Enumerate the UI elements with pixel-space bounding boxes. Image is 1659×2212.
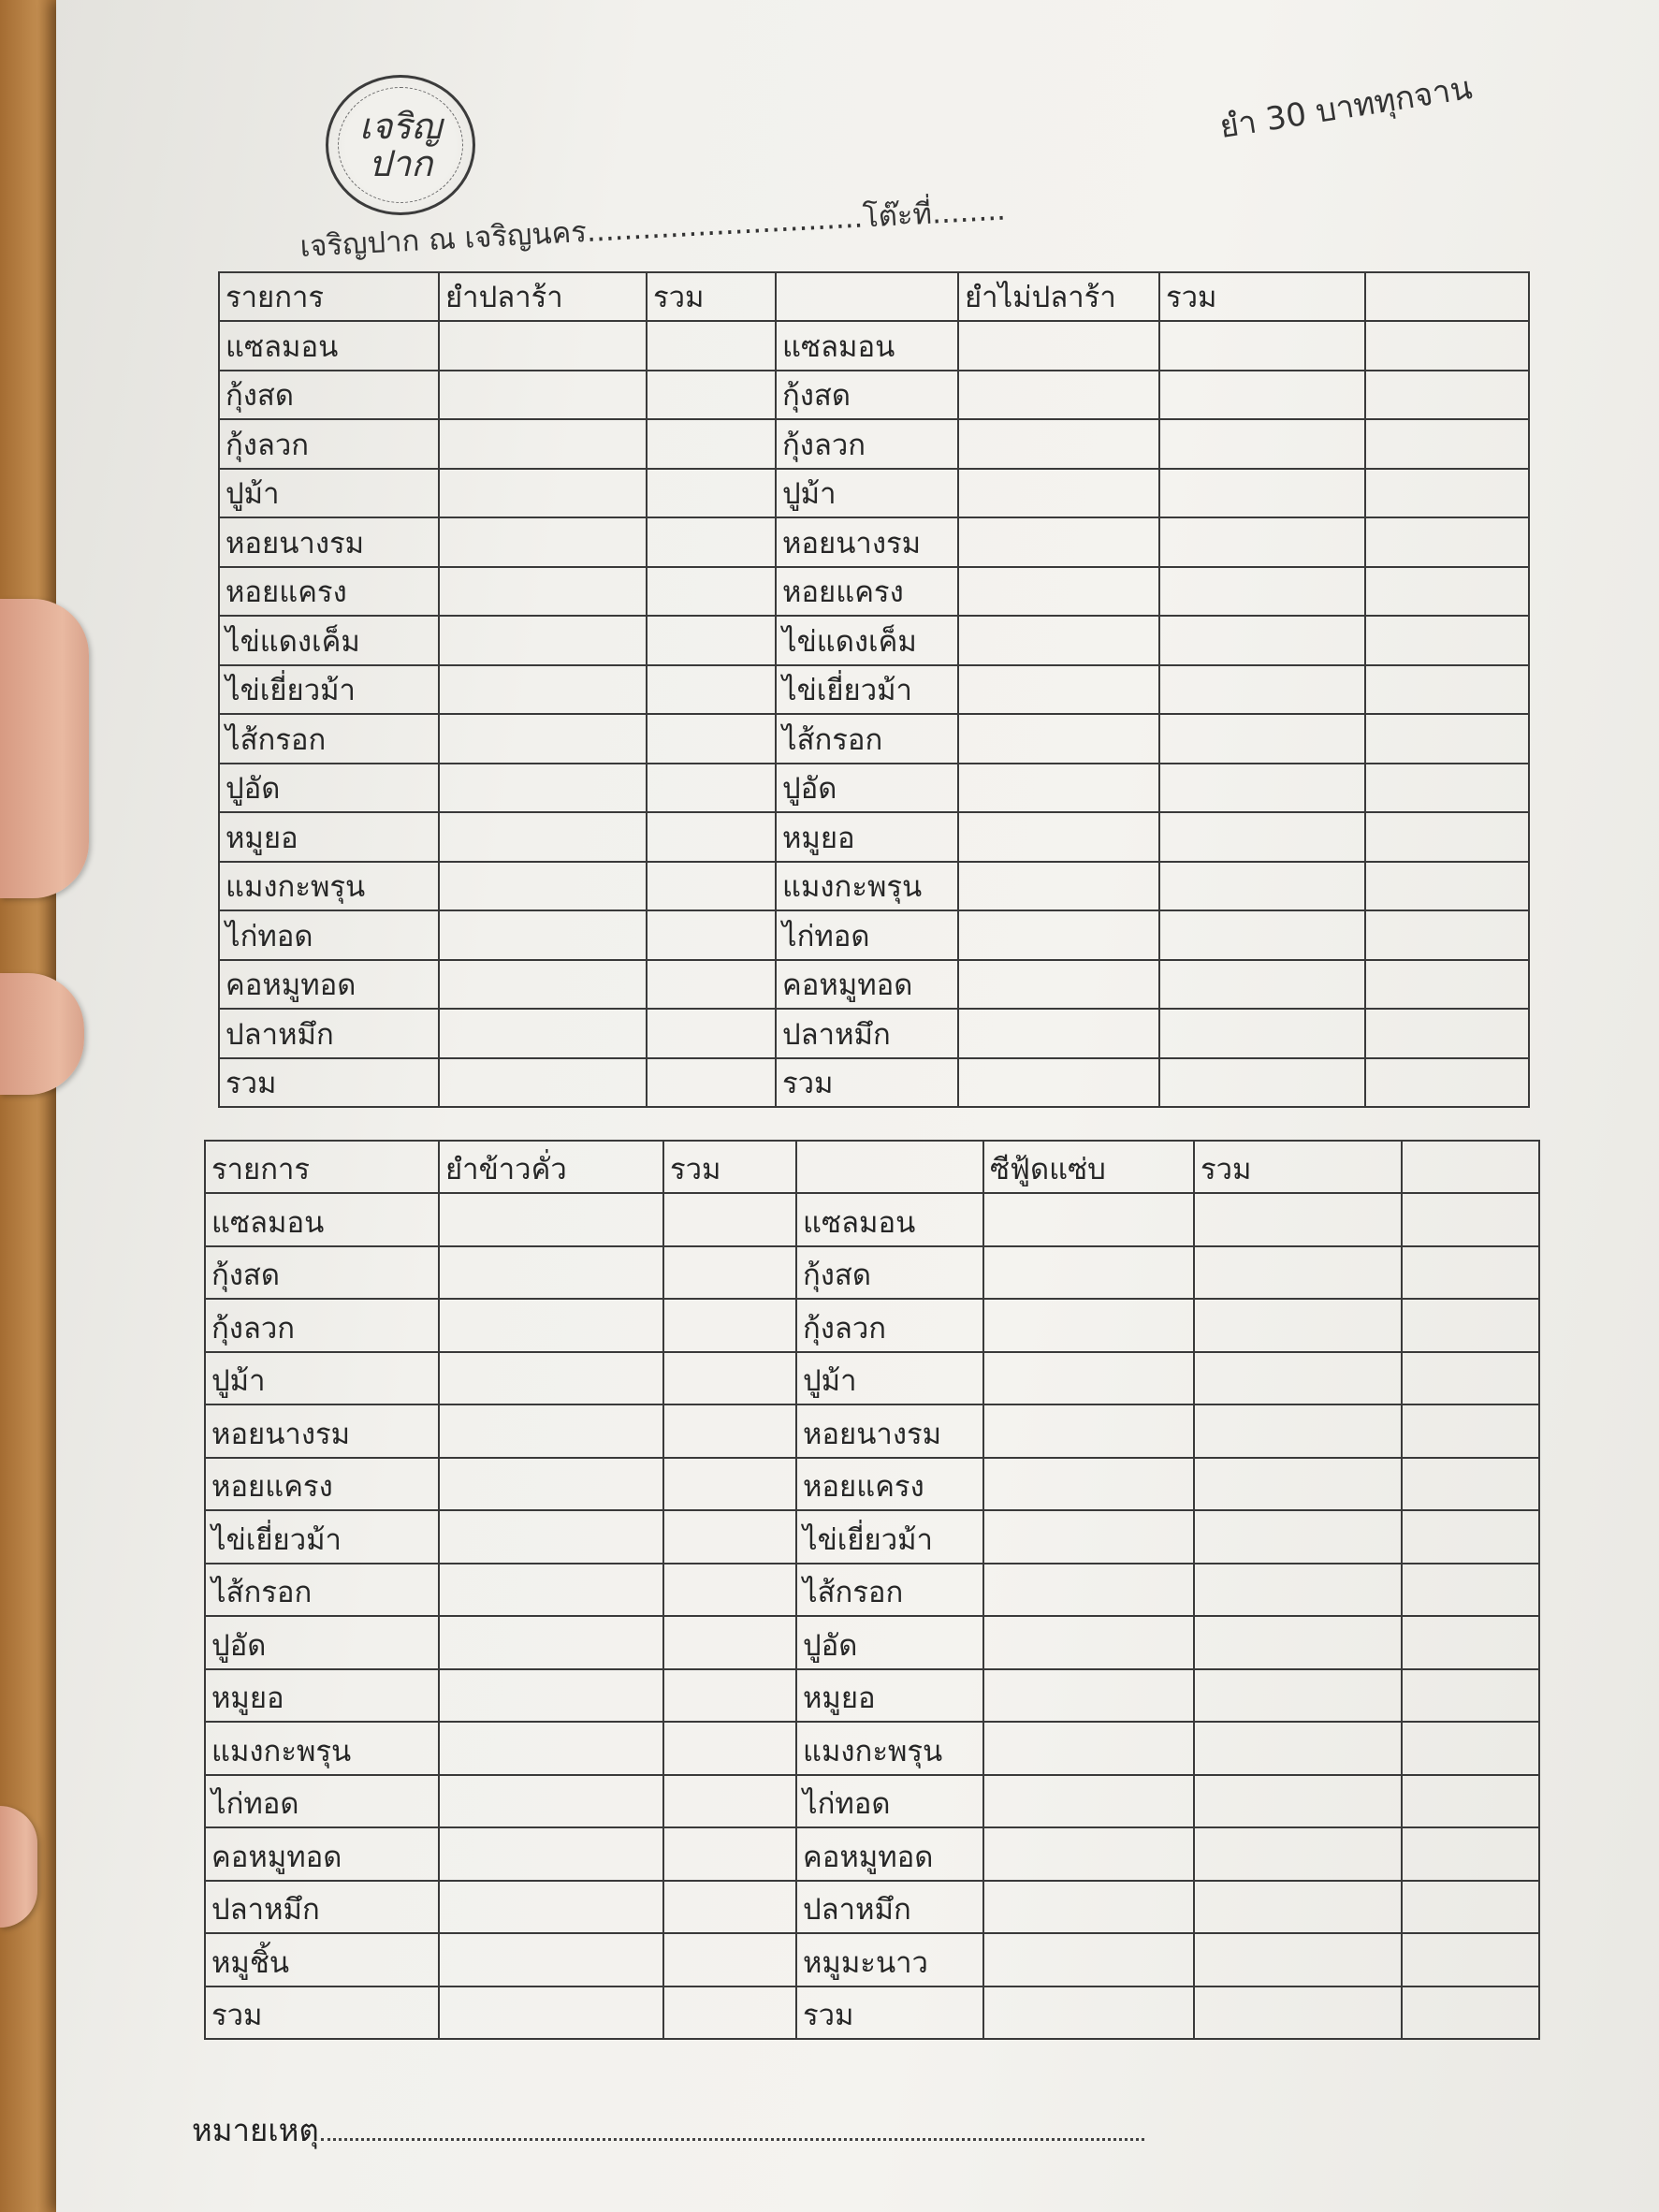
item-name-left: ปูม้า	[219, 469, 439, 518]
item-name-right: ปลาหมึก	[776, 1009, 958, 1058]
qty-cell-left[interactable]	[439, 714, 647, 764]
qty-cell-left[interactable]	[439, 1193, 663, 1246]
extra-cell[interactable]	[1402, 1669, 1539, 1723]
extra-cell[interactable]	[1402, 1827, 1539, 1881]
extra-cell[interactable]	[1365, 764, 1529, 813]
order-table-1	[218, 271, 1530, 1108]
qty-cell-right[interactable]	[958, 321, 1159, 371]
total-cell-left[interactable]	[647, 714, 776, 764]
total-cell-left[interactable]	[647, 910, 776, 960]
extra-cell[interactable]	[1402, 1404, 1539, 1458]
table-row	[219, 517, 1529, 567]
qty-cell-left[interactable]	[439, 1299, 663, 1352]
table-row	[205, 1352, 1539, 1405]
item-name-left: คอหมูทอด	[205, 1827, 439, 1881]
table-row	[219, 1058, 1529, 1108]
remarks-label: หมายเหตุ	[192, 2112, 319, 2148]
item-name-right: หอยนางรม	[776, 517, 958, 567]
qty-cell-right[interactable]	[983, 1352, 1194, 1405]
total-cell-left[interactable]	[647, 862, 776, 911]
logo-line-1: เจริญ	[358, 106, 443, 147]
extra-cell[interactable]	[1402, 1986, 1539, 2040]
qty-cell-left[interactable]	[439, 616, 647, 665]
table-row	[205, 1881, 1539, 1934]
qty-cell-right[interactable]	[958, 665, 1159, 715]
header-item-right	[776, 272, 958, 321]
total-cell-right[interactable]	[1194, 1564, 1402, 1617]
item-name-right: ไส้กรอก	[776, 714, 958, 764]
extra-cell[interactable]	[1402, 1933, 1539, 1986]
qty-cell-left[interactable]	[439, 960, 647, 1010]
extra-cell[interactable]	[1365, 1058, 1529, 1108]
qty-cell-left[interactable]	[439, 1669, 663, 1723]
extra-cell[interactable]	[1365, 567, 1529, 617]
total-cell-right[interactable]	[1194, 1775, 1402, 1828]
qty-cell-right[interactable]	[983, 1299, 1194, 1352]
total-cell-left[interactable]	[663, 1299, 796, 1352]
qty-cell-right[interactable]	[958, 1058, 1159, 1108]
header-dish-right: ยำไม่ปลาร้า	[958, 272, 1159, 321]
item-name-left: ปูม้า	[205, 1352, 439, 1405]
table-row	[205, 1775, 1539, 1828]
qty-cell-right[interactable]	[983, 1881, 1194, 1934]
table-number-label: โต๊ะที่........	[862, 193, 1007, 235]
total-cell-right[interactable]	[1159, 517, 1365, 567]
total-cell-right[interactable]	[1159, 812, 1365, 862]
qty-cell-right[interactable]	[958, 371, 1159, 420]
table-row	[219, 371, 1529, 420]
qty-cell-left[interactable]	[439, 1352, 663, 1405]
item-name-left: หมูชิ้น	[205, 1933, 439, 1986]
table-row	[219, 321, 1529, 371]
qty-cell-left[interactable]	[439, 1881, 663, 1934]
extra-cell[interactable]	[1402, 1616, 1539, 1669]
qty-cell-right[interactable]	[983, 1404, 1194, 1458]
item-name-right: แซลมอน	[796, 1193, 983, 1246]
qty-cell-right[interactable]	[983, 1827, 1194, 1881]
restaurant-logo	[326, 75, 475, 215]
total-cell-right[interactable]	[1194, 1510, 1402, 1564]
total-cell-left[interactable]	[647, 960, 776, 1010]
item-name-left: ไข่แดงเค็ม	[219, 616, 439, 665]
item-name-right: ไข่เยี่ยวม้า	[796, 1510, 983, 1564]
header-dish-left: ยำปลาร้า	[439, 272, 647, 321]
qty-cell-left[interactable]	[439, 1722, 663, 1775]
extra-cell[interactable]	[1365, 517, 1529, 567]
qty-cell-right[interactable]	[983, 1775, 1194, 1828]
total-cell-right[interactable]	[1194, 1669, 1402, 1723]
qty-cell-right[interactable]	[958, 714, 1159, 764]
item-name-right: คอหมูทอด	[776, 960, 958, 1010]
item-name-left: คอหมูทอด	[219, 960, 439, 1010]
extra-cell[interactable]	[1402, 1352, 1539, 1405]
table-row	[205, 1404, 1539, 1458]
qty-cell-right[interactable]	[983, 1722, 1194, 1775]
header-total-left: รวม	[663, 1141, 796, 1193]
extra-cell[interactable]	[1365, 616, 1529, 665]
total-cell-left[interactable]	[663, 1352, 796, 1405]
total-cell-left[interactable]	[663, 1246, 796, 1300]
item-name-right: ไข่แดงเค็ม	[776, 616, 958, 665]
item-name-right: หมูมะนาว	[796, 1933, 983, 1986]
extra-cell[interactable]	[1365, 469, 1529, 518]
item-name-right: แซลมอน	[776, 321, 958, 371]
item-name-left: ไก่ทอด	[219, 910, 439, 960]
item-name-right: หอยแครง	[796, 1458, 983, 1511]
total-cell-right[interactable]	[1194, 1352, 1402, 1405]
table-row	[219, 910, 1529, 960]
item-name-left: ไข่เยี่ยวม้า	[219, 665, 439, 715]
header-dish-left: ยำข้าวคั่ว	[439, 1141, 663, 1193]
total-cell-left[interactable]	[663, 1458, 796, 1511]
item-name-left: ปลาหมึก	[205, 1881, 439, 1934]
qty-cell-right[interactable]	[958, 517, 1159, 567]
total-cell-left[interactable]	[663, 1933, 796, 1986]
item-name-right: รวม	[796, 1986, 983, 2040]
shop-name: เจริญปาก ณ เจริญนคร	[298, 215, 588, 265]
total-cell-left[interactable]	[647, 517, 776, 567]
item-name-right: ปูม้า	[796, 1352, 983, 1405]
extra-cell[interactable]	[1365, 1009, 1529, 1058]
item-name-right: ปูม้า	[776, 469, 958, 518]
total-cell-right[interactable]	[1194, 1299, 1402, 1352]
total-cell-right[interactable]	[1194, 1722, 1402, 1775]
item-name-right: ไข่เยี่ยวม้า	[776, 665, 958, 715]
extra-cell[interactable]	[1365, 714, 1529, 764]
total-cell-right[interactable]	[1159, 910, 1365, 960]
qty-cell-left[interactable]	[439, 764, 647, 813]
item-name-left: แซลมอน	[219, 321, 439, 371]
table-row	[205, 1299, 1539, 1352]
extra-cell[interactable]	[1402, 1722, 1539, 1775]
qty-cell-left[interactable]	[439, 567, 647, 617]
qty-cell-right[interactable]	[983, 1510, 1194, 1564]
total-cell-right[interactable]	[1194, 1458, 1402, 1511]
qty-cell-right[interactable]	[958, 812, 1159, 862]
item-name-left: กุ้งลวก	[219, 419, 439, 469]
item-name-left: รวม	[205, 1986, 439, 2040]
table-row	[205, 1616, 1539, 1669]
table-row	[205, 1669, 1539, 1723]
item-name-left: กุ้งสด	[205, 1246, 439, 1300]
total-cell-right[interactable]	[1159, 321, 1365, 371]
total-cell-right[interactable]	[1159, 665, 1365, 715]
table-row	[205, 1458, 1539, 1511]
table-header-row	[219, 272, 1529, 321]
qty-cell-right[interactable]	[983, 1933, 1194, 1986]
qty-cell-right[interactable]	[958, 960, 1159, 1010]
extra-cell[interactable]	[1365, 321, 1529, 371]
qty-cell-left[interactable]	[439, 812, 647, 862]
table-row	[205, 1722, 1539, 1775]
item-name-right: แมงกะพรุน	[776, 862, 958, 911]
extra-cell[interactable]	[1402, 1881, 1539, 1934]
extra-cell[interactable]	[1402, 1564, 1539, 1617]
logo-line-2: ปาก	[368, 143, 433, 184]
qty-cell-left[interactable]	[439, 1058, 647, 1108]
qty-cell-left[interactable]	[439, 1775, 663, 1828]
extra-cell[interactable]	[1402, 1193, 1539, 1246]
header-item-right	[796, 1141, 983, 1193]
qty-cell-right[interactable]	[958, 616, 1159, 665]
table-row	[219, 616, 1529, 665]
price-tagline: ยำ 30 บาททุกจาน	[1216, 68, 1475, 147]
table-row	[219, 567, 1529, 617]
extra-cell[interactable]	[1365, 371, 1529, 420]
item-name-right: หอยนางรม	[796, 1404, 983, 1458]
item-name-left: ปลาหมึก	[219, 1009, 439, 1058]
total-cell-left[interactable]	[647, 419, 776, 469]
qty-cell-left[interactable]	[439, 517, 647, 567]
item-name-left: หอยนางรม	[205, 1404, 439, 1458]
extra-cell[interactable]	[1365, 862, 1529, 911]
item-name-left: กุ้งสด	[219, 371, 439, 420]
qty-cell-left[interactable]	[439, 1458, 663, 1511]
table-row	[219, 665, 1529, 715]
qty-cell-left[interactable]	[439, 1009, 647, 1058]
table-row	[205, 1986, 1539, 2040]
item-name-left: รวม	[219, 1058, 439, 1108]
qty-cell-right[interactable]	[958, 862, 1159, 911]
qty-cell-right[interactable]	[983, 1246, 1194, 1300]
table-row	[219, 960, 1529, 1010]
total-cell-right[interactable]	[1194, 1193, 1402, 1246]
qty-cell-left[interactable]	[439, 1510, 663, 1564]
table-row	[205, 1510, 1539, 1564]
table-row	[205, 1193, 1539, 1246]
qty-cell-right[interactable]	[958, 469, 1159, 518]
total-cell-left[interactable]	[647, 764, 776, 813]
remarks-dotted-line	[321, 2138, 1144, 2141]
total-cell-right[interactable]	[1159, 960, 1365, 1010]
thumb-top	[0, 599, 89, 898]
total-cell-right[interactable]	[1159, 1058, 1365, 1108]
total-cell-left[interactable]	[647, 321, 776, 371]
total-cell-right[interactable]	[1159, 1009, 1365, 1058]
total-cell-left[interactable]	[663, 1193, 796, 1246]
table-row	[219, 1009, 1529, 1058]
item-name-left: ปูอัด	[219, 764, 439, 813]
total-cell-left[interactable]	[663, 1669, 796, 1723]
qty-cell-left[interactable]	[439, 910, 647, 960]
item-name-left: หอยแครง	[205, 1458, 439, 1511]
item-name-right: ปูอัด	[796, 1616, 983, 1669]
total-cell-left[interactable]	[663, 1986, 796, 2040]
qty-cell-left[interactable]	[439, 321, 647, 371]
shop-name-dots: ..............................	[585, 200, 865, 249]
total-cell-right[interactable]	[1194, 1404, 1402, 1458]
item-name-left: ไส้กรอก	[219, 714, 439, 764]
header-total-right: รวม	[1159, 272, 1365, 321]
extra-cell[interactable]	[1402, 1458, 1539, 1511]
extra-cell[interactable]	[1365, 812, 1529, 862]
total-cell-right[interactable]	[1159, 371, 1365, 420]
total-cell-left[interactable]	[647, 665, 776, 715]
qty-cell-right[interactable]	[958, 419, 1159, 469]
total-cell-left[interactable]	[663, 1881, 796, 1934]
item-name-right: คอหมูทอด	[796, 1827, 983, 1881]
thumb-bottom	[0, 1806, 37, 1928]
total-cell-left[interactable]	[647, 616, 776, 665]
qty-cell-right[interactable]	[958, 910, 1159, 960]
qty-cell-right[interactable]	[983, 1986, 1194, 2040]
total-cell-left[interactable]	[647, 469, 776, 518]
header-item: รายการ	[219, 272, 439, 321]
item-name-left: ไส้กรอก	[205, 1564, 439, 1617]
item-name-left: แมงกะพรุน	[219, 862, 439, 911]
qty-cell-left[interactable]	[439, 469, 647, 518]
extra-cell[interactable]	[1365, 910, 1529, 960]
item-name-right: ไก่ทอด	[796, 1775, 983, 1828]
item-name-left: ไก่ทอด	[205, 1775, 439, 1828]
table-row	[219, 469, 1529, 518]
total-cell-left[interactable]	[647, 812, 776, 862]
qty-cell-right[interactable]	[983, 1564, 1194, 1617]
extra-cell[interactable]	[1402, 1246, 1539, 1300]
extra-cell[interactable]	[1402, 1299, 1539, 1352]
total-cell-right[interactable]	[1159, 714, 1365, 764]
header-extra	[1365, 272, 1529, 321]
qty-cell-left[interactable]	[439, 1827, 663, 1881]
qty-cell-left[interactable]	[439, 1933, 663, 1986]
qty-cell-left[interactable]	[439, 862, 647, 911]
extra-cell[interactable]	[1365, 665, 1529, 715]
total-cell-right[interactable]	[1194, 1933, 1402, 1986]
qty-cell-left[interactable]	[439, 419, 647, 469]
extra-cell[interactable]	[1365, 419, 1529, 469]
header-extra	[1402, 1141, 1539, 1193]
item-name-right: กุ้งลวก	[776, 419, 958, 469]
item-name-left: หอยแครง	[219, 567, 439, 617]
total-cell-right[interactable]	[1194, 1986, 1402, 2040]
item-name-right: ไส้กรอก	[796, 1564, 983, 1617]
table-row	[205, 1827, 1539, 1881]
qty-cell-right[interactable]	[983, 1458, 1194, 1511]
total-cell-left[interactable]	[647, 567, 776, 617]
table-row	[205, 1564, 1539, 1617]
table-row	[219, 764, 1529, 813]
item-name-left: ปูอัด	[205, 1616, 439, 1669]
table-row	[219, 714, 1529, 764]
table-row	[219, 419, 1529, 469]
header-total-right: รวม	[1194, 1141, 1402, 1193]
item-name-left: หมูยอ	[205, 1669, 439, 1723]
item-name-right: ไก่ทอด	[776, 910, 958, 960]
qty-cell-left[interactable]	[439, 371, 647, 420]
total-cell-right[interactable]	[1159, 764, 1365, 813]
item-name-left: หอยนางรม	[219, 517, 439, 567]
total-cell-right[interactable]	[1194, 1881, 1402, 1934]
total-cell-left[interactable]	[663, 1616, 796, 1669]
qty-cell-left[interactable]	[439, 1564, 663, 1617]
item-name-right: ปูอัด	[776, 764, 958, 813]
total-cell-right[interactable]	[1159, 419, 1365, 469]
header-dish-right: ซีฟู้ดแซ่บ	[983, 1141, 1194, 1193]
qty-cell-right[interactable]	[983, 1669, 1194, 1723]
total-cell-left[interactable]	[647, 1058, 776, 1108]
table-row	[219, 812, 1529, 862]
item-name-right: หมูยอ	[776, 812, 958, 862]
item-name-left: กุ้งลวก	[205, 1299, 439, 1352]
qty-cell-right[interactable]	[958, 1009, 1159, 1058]
item-name-left: หมูยอ	[219, 812, 439, 862]
header-item: รายการ	[205, 1141, 439, 1193]
total-cell-right[interactable]	[1194, 1827, 1402, 1881]
total-cell-right[interactable]	[1194, 1246, 1402, 1300]
total-cell-left[interactable]	[647, 1009, 776, 1058]
item-name-right: แมงกะพรุน	[796, 1722, 983, 1775]
item-name-right: กุ้งลวก	[796, 1299, 983, 1352]
qty-cell-left[interactable]	[439, 665, 647, 715]
qty-cell-left[interactable]	[439, 1246, 663, 1300]
total-cell-left[interactable]	[663, 1404, 796, 1458]
total-cell-right[interactable]	[1159, 567, 1365, 617]
item-name-right: หมูยอ	[796, 1669, 983, 1723]
header-total-left: รวม	[647, 272, 776, 321]
table-row	[205, 1246, 1539, 1300]
item-name-right: ปลาหมึก	[796, 1881, 983, 1934]
qty-cell-left[interactable]	[439, 1616, 663, 1669]
qty-cell-right[interactable]	[958, 567, 1159, 617]
qty-cell-right[interactable]	[958, 764, 1159, 813]
order-table-2	[204, 1140, 1540, 2040]
total-cell-right[interactable]	[1194, 1616, 1402, 1669]
qty-cell-left[interactable]	[439, 1404, 663, 1458]
total-cell-left[interactable]	[663, 1564, 796, 1617]
table-row	[205, 1933, 1539, 1986]
extra-cell[interactable]	[1402, 1510, 1539, 1564]
remarks-line	[192, 2105, 1144, 2155]
table-header-row	[205, 1141, 1539, 1193]
item-name-right: รวม	[776, 1058, 958, 1108]
extra-cell[interactable]	[1402, 1775, 1539, 1828]
qty-cell-left[interactable]	[439, 1986, 663, 2040]
item-name-right: กุ้งสด	[776, 371, 958, 420]
item-name-right: หอยแครง	[776, 567, 958, 617]
total-cell-left[interactable]	[647, 371, 776, 420]
table-row	[219, 862, 1529, 911]
total-cell-right[interactable]	[1159, 862, 1365, 911]
total-cell-right[interactable]	[1159, 616, 1365, 665]
total-cell-left[interactable]	[663, 1722, 796, 1775]
total-cell-right[interactable]	[1159, 469, 1365, 518]
item-name-right: กุ้งสด	[796, 1246, 983, 1300]
item-name-left: ไข่เยี่ยวม้า	[205, 1510, 439, 1564]
item-name-left: แมงกะพรุน	[205, 1722, 439, 1775]
total-cell-left[interactable]	[663, 1510, 796, 1564]
total-cell-left[interactable]	[663, 1827, 796, 1881]
extra-cell[interactable]	[1365, 960, 1529, 1010]
total-cell-left[interactable]	[663, 1775, 796, 1828]
qty-cell-right[interactable]	[983, 1616, 1194, 1669]
item-name-left: แซลมอน	[205, 1193, 439, 1246]
qty-cell-right[interactable]	[983, 1193, 1194, 1246]
